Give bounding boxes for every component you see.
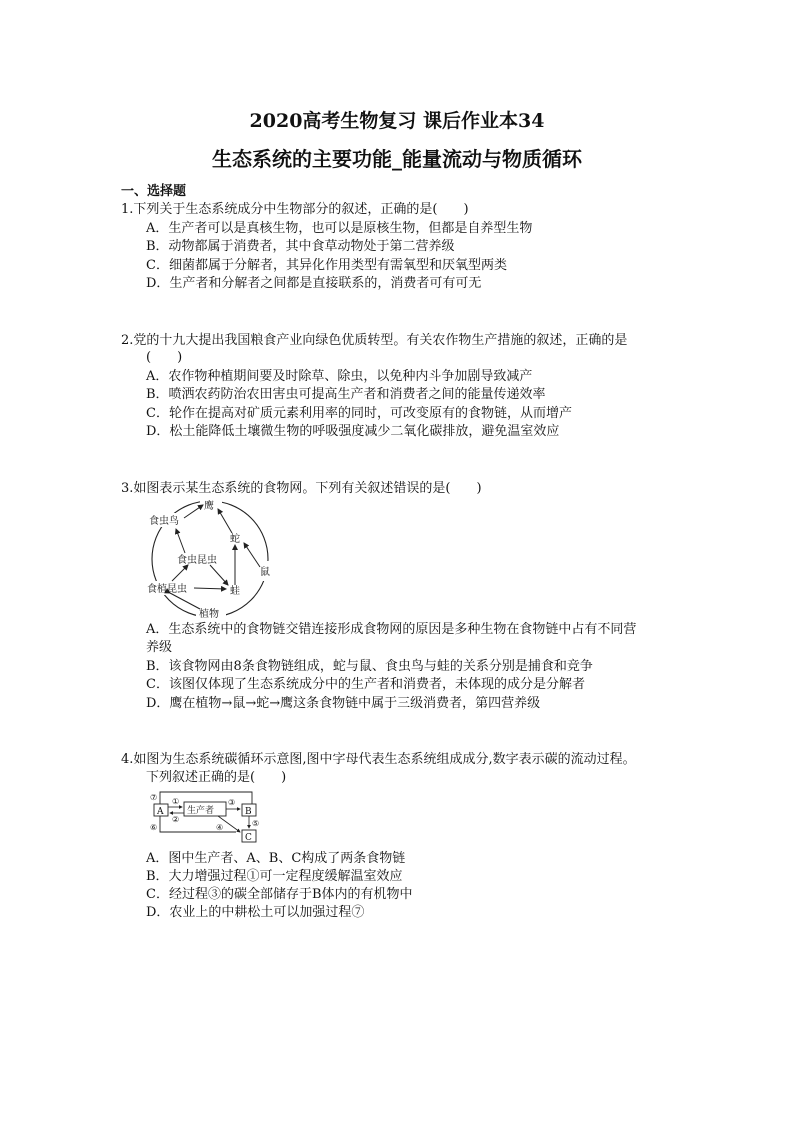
question-4-option-a: A．图中生产者、A、B、C构成了两条食物链 [146,851,406,866]
node-insectivorous-insect: 食虫昆虫 [177,555,217,566]
node-insectivorous-bird: 食虫鸟 [149,516,179,527]
question-1-option-c: C．细菌都属于分解者，其异化作用类型有需氧型和厌氧型两类 [146,258,507,273]
question-2-stem-bracket: ( ) [146,350,183,365]
node-herbivorous-insect: 食植昆虫 [147,584,187,595]
question-3-option-d: D．鹰在植物→鼠→蛇→鹰这条食物链中属于三级消费者，第四营养级 [146,696,541,711]
process-label-4: ④ [216,823,224,832]
question-4-option-b: B．大力增强过程①可一定程度缓解温室效应 [146,869,403,884]
question-4-stem: 4.如图为生态系统碳循环示意图,图中字母代表生态系统组成成分,数字表示碳的流动过程。 [121,752,636,767]
node-a: A [157,807,164,817]
question-3-option-a: A．生态系统中的食物链交错连接形成食物网的原因是多种生物在食物链中占有不同营 [146,622,637,637]
node-b: B [245,807,252,817]
question-1-option-b: B．动物都属于消费者，其中食草动物处于第二营养级 [146,239,455,254]
node-producer: 生产者 [187,806,215,816]
node-snake: 蛇 [230,534,240,545]
node-mouse: 鼠 [260,567,270,578]
question-4-option-c: C．经过程③的碳全部储存于B体内的有机物中 [146,887,413,902]
process-label-5: ⑤ [252,819,260,828]
food-web-diagram [140,493,275,623]
question-3-option-a-continued: 养级 [146,640,173,655]
question-1-stem: 1.下列关于生态系统成分中生物部分的叙述，正确的是( ) [121,202,469,217]
node-eagle: 鹰 [204,501,214,512]
question-2-stem: 2.党的十九大提出我国粮食产业向绿色优质转型。有关农作物生产措施的叙述，正确的是 [121,333,628,348]
question-2-option-c: C．轮作在提高对矿质元素利用率的同时，可改变原有的食物链，从而增产 [146,406,572,421]
node-c: C [245,833,252,843]
process-label-3: ③ [228,798,236,807]
question-3-stem: 3.如图表示某生态系统的食物网。下列有关叙述错误的是( ) [121,481,482,496]
process-label-1: ① [172,797,180,806]
question-2-option-b: B．喷洒农药防治农田害虫可提高生产者和消费者之间的能量传递效率 [146,387,546,402]
question-4-option-d: D．农业上的中耕松土可以加强过程⑦ [146,905,365,920]
carbon-cycle-diagram [148,788,264,846]
process-label-6: ⑥ [150,823,158,832]
node-frog: 蛙 [230,586,240,597]
question-3-option-b: B．该食物网由8条食物链组成，蛇与鼠、食虫鸟与蛙的关系分别是捕食和竞争 [146,659,593,674]
node-plant: 植物 [199,609,219,620]
question-4-stem-continued: 下列叙述正确的是( ) [146,770,287,785]
question-3-option-c: C．该图仅体现了生态系统成分中的生产者和消费者，未体现的成分是分解者 [146,677,585,692]
question-1-option-d: D．生产者和分解者之间都是直接联系的，消费者可有可无 [146,276,482,291]
document-title: 2020高考生物复习 课后作业本34 [249,110,545,132]
question-2-option-d: D．松土能降低土壤微生物的呼吸强度减少二氧化碳排放，避免温室效应 [146,424,560,439]
process-label-7: ⑦ [150,793,158,802]
section-heading: 一、选择题 [121,184,187,199]
question-2-option-a: A．农作物种植期间要及时除草、除虫，以免种内斗争加剧导致减产 [146,369,533,384]
process-label-2: ② [172,815,180,824]
question-1-option-a: A．生产者可以是真核生物，也可以是原核生物，但都是自养型生物 [146,221,533,236]
document-subtitle: 生态系统的主要功能_能量流动与物质循环 [212,147,582,171]
